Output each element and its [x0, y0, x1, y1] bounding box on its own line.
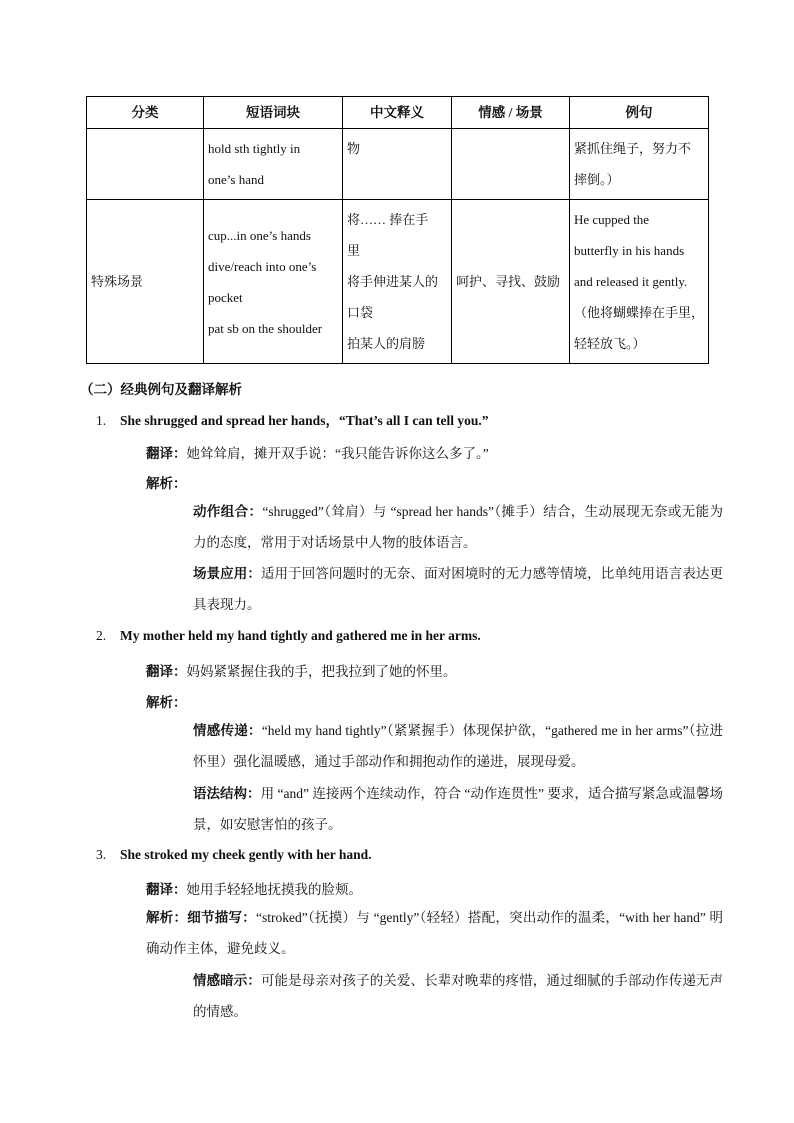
translation-line [146, 878, 362, 898]
item-number: 1. [96, 413, 107, 428]
point-label: 场景应用： [193, 566, 261, 581]
analysis-label [146, 472, 187, 492]
translation-label: 翻译： [146, 664, 187, 679]
example-sentence [96, 628, 481, 644]
table-row [87, 200, 709, 364]
phrase-line: hold sth tightly in [208, 141, 301, 156]
analysis-point [193, 965, 723, 1027]
cell-emotion: 呵护、寻找、鼓励 [452, 200, 570, 364]
example-line: （他将蝴蝶捧在手里， [574, 305, 705, 320]
example-line: 轻轻放飞。） [574, 336, 646, 351]
example-line: and released it gently. [574, 274, 688, 289]
meaning-line: 将手伸进某人的 [347, 274, 439, 289]
sentence-text: She shrugged and spread her hands，“That’s all I can tell you.” [120, 413, 489, 428]
translation-text: 妈妈紧紧握住我的手，把我拉到了她的怀里。 [186, 664, 457, 679]
point-text: 用 “and” 连接两个连续动作，符合 “动作连贯性” 要求，适合描写紧急或温馨场景，如安慰害怕的孩子。 [193, 786, 724, 832]
table-row [87, 129, 709, 200]
meaning-line: 口袋 [347, 305, 374, 320]
analysis-point [193, 715, 723, 777]
header-phrase: 短语词块 [204, 97, 343, 129]
point-label: 情感暗示： [193, 973, 261, 988]
translation-label: 翻译： [146, 882, 187, 897]
translation-text: 她耸耸肩，摊开双手说：“我只能告诉你这么多了。” [186, 446, 489, 461]
point-text: 可能是母亲对孩子的关爱、长辈对晚辈的疼惜，通过细腻的手部动作传递无声的情感。 [193, 973, 724, 1019]
cell-phrase [204, 200, 343, 364]
meaning-line: 拍某人的肩膀 [347, 336, 426, 351]
cell-emotion [452, 129, 570, 200]
translation-label: 翻译： [146, 446, 187, 461]
phrase-line: pat sb on the shoulder [208, 320, 323, 336]
sentence-text: She stroked my cheek gently with her hand. [120, 847, 372, 862]
point-text: “shrugged”（耸肩）与 “spread her hands”（摊手）结合，生动展现无奈或无能为力的态度，常用于对话场景中人物的肢体语言。 [193, 504, 724, 550]
meaning-line: 里 [347, 243, 361, 258]
phrase-line: pocket [208, 289, 243, 305]
meaning-line: 将…… 捧在手 [347, 212, 429, 227]
section-title: （二）经典例句及翻译解析 [80, 382, 242, 397]
point-label: 动作组合： [193, 504, 263, 519]
phrase-line: cup...in one’s hands [208, 227, 311, 243]
header-emotion: 情感 / 场景 [452, 97, 570, 129]
example-line: butterfly in his hands [574, 243, 685, 258]
analysis-label [146, 691, 187, 711]
header-example: 例句 [570, 97, 709, 129]
cell-meaning: 物 [343, 129, 452, 200]
point-text: “stroked”（抚摸）与 “gently”（轻轻）搭配，突出动作的温柔，“with her hand” 明确动作主体，避免歧义。 [146, 910, 724, 956]
cell-category [87, 129, 204, 200]
cell-example [570, 129, 709, 200]
cell-meaning [343, 200, 452, 364]
phrase-line: dive/reach into one’s [208, 258, 317, 274]
translation-line [146, 442, 489, 462]
analysis-label-text: 解析： [146, 695, 187, 710]
item-number: 3. [96, 847, 107, 862]
example-line: 摔倒。） [574, 172, 620, 187]
point-text: 适用于回答问题时的无奈、面对困境时的无力感等情境，比单纯用语言表达更具表现力。 [193, 566, 724, 612]
item-number: 2. [96, 628, 107, 643]
example-line: He cupped the [574, 212, 650, 227]
header-meaning: 中文释义 [343, 97, 452, 129]
point-text: “held my hand tightly”（紧紧握手）体现保护欲，“gathered me in her arms”（拉进怀里）强化温暖感，通过手部动作和拥抱动作的递进，展现母爱。 [193, 723, 724, 769]
analysis-point [193, 496, 723, 558]
analysis-label-text: 解析： [146, 910, 188, 925]
point-label: 细节描写： [187, 910, 257, 925]
point-label: 语法结构： [193, 786, 261, 801]
phrase-line: one’s hand [208, 172, 264, 187]
table-header-row [87, 97, 709, 129]
header-category: 分类 [87, 97, 204, 129]
cell-category: 特殊场景 [87, 200, 204, 364]
vocab-table [86, 96, 709, 364]
analysis-label-text: 解析： [146, 476, 187, 491]
analysis-point [193, 778, 723, 840]
point-label: 情感传递： [193, 723, 262, 738]
example-line: 紧抓住绳子，努力不 [574, 141, 692, 156]
analysis-point [193, 558, 723, 620]
example-sentence [96, 847, 372, 863]
example-sentence [96, 409, 488, 429]
sentence-text: My mother held my hand tightly and gathered me in her arms. [120, 628, 481, 643]
translation-text: 她用手轻轻地抚摸我的脸颊。 [186, 882, 362, 897]
cell-phrase [204, 129, 343, 200]
translation-line [146, 660, 457, 680]
analysis-detail [146, 902, 723, 964]
cell-example [570, 200, 709, 364]
